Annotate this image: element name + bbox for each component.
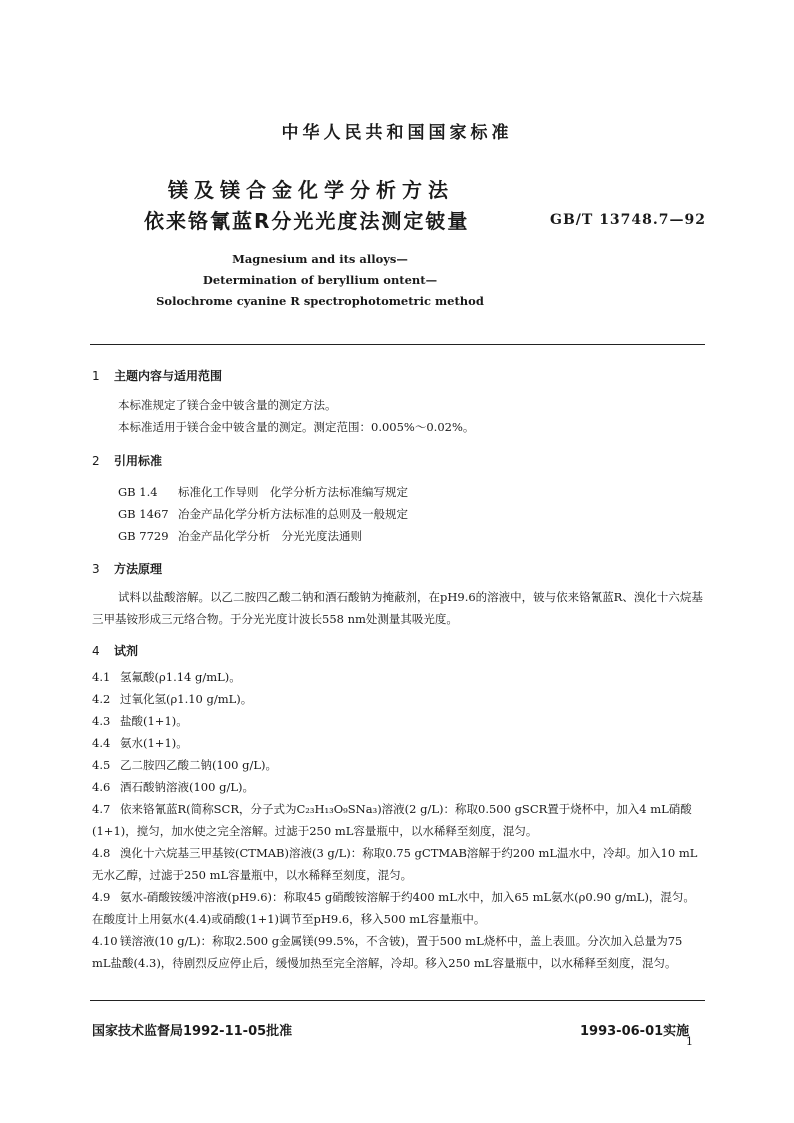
section-title: 引用标准 (114, 454, 163, 468)
english-title-line2: Determination of beryllium ontent— (202, 273, 438, 287)
reference-text: 标准化工作导则 化学分析方法标准编写规定 (178, 485, 408, 499)
standard-number: GB/T 13748.7—92 (550, 212, 706, 228)
english-title-line1: Magnesium and its alloys— (232, 252, 408, 266)
section-title: 方法原理 (114, 562, 163, 576)
reference-text: 冶金产品化学分析方法标准的总则及一般规定 (178, 507, 408, 521)
footer-divider (90, 1000, 705, 1001)
reagent-item (92, 710, 704, 732)
english-title-line3: Solochrome cyanine R spectrophotometric method (156, 294, 484, 308)
reagent-number: 4.1 (92, 670, 111, 684)
document-title-line1: 镁及镁合金化学分析方法 (168, 178, 454, 202)
section1-paragraph-1: 本标准规定了镁合金中铍含量的测定方法。 (118, 398, 337, 412)
reference-item (118, 484, 408, 500)
reference-code: GB 7729 (118, 529, 169, 543)
section-heading-3 (92, 560, 162, 577)
header-divider (90, 344, 705, 345)
reagent-number: 4.4 (92, 736, 111, 750)
section-number: 4 (92, 644, 100, 658)
section-number: 2 (92, 454, 100, 468)
reagent-number: 4.10 (92, 934, 118, 948)
reference-code: GB 1467 (118, 507, 169, 521)
reagent-number: 4.8 (92, 846, 111, 860)
section-title: 试剂 (114, 644, 139, 658)
reference-text: 冶金产品化学分析 分光光度法通则 (178, 529, 362, 543)
reagent-number: 4.3 (92, 714, 111, 728)
reagent-number: 4.2 (92, 692, 111, 706)
section1-paragraph-2: 本标准适用于镁合金中铍含量的测定。测定范围：0.005%～0.02%。 (118, 420, 475, 434)
reagent-item (92, 688, 704, 710)
section-heading-1 (92, 367, 222, 384)
reagent-text: 乙二胺四乙酸二钠(100 g/L)。 (120, 758, 277, 772)
reference-item (118, 528, 362, 544)
reference-code: GB 1.4 (118, 485, 158, 499)
reagent-item (92, 732, 704, 754)
reagent-text: 氢氟酸(ρ1.14 g/mL)。 (120, 670, 241, 684)
document-title-line2: 依来铬氰蓝R分光光度法测定铍量 (144, 209, 470, 233)
reagent-text: 溴化十六烷基三甲基铵(CTMAB)溶液(3 g/L)：称取0.75 gCTMAB溶解于约200 mL温水中，冷却。加入10 mL无水乙醇，过滤于250 mL容量瓶中，以水稀释至刻度，混匀。 (92, 846, 698, 882)
national-standard-heading: 中华人民共和国国家标准 (281, 123, 513, 143)
reagent-item (92, 776, 704, 798)
reagent-item (92, 798, 704, 842)
reagent-text: 依来铬氰蓝R(简称SCR，分子式为C₂₃H₁₃O₉SNa₃)溶液(2 g/L)：称取0.500 gSCR置于烧杯中，加入4 mL硝酸(1+1)，搅匀，加水使之完全溶解。过滤于250 mL容量瓶中，以水稀释至刻度，混匀。 (92, 802, 692, 838)
section-number: 1 (92, 369, 100, 383)
page-number: 1 (686, 1035, 693, 1048)
reagent-text: 氨水-硝酸铵缓冲溶液(pH9.6)：称取45 g硝酸铵溶解于约400 mL水中，加入65 mL氨水(ρ0.90 g/mL)，混匀。在酸度计上用氨水(4.4)或硝酸(1+1)调节至pH9.6，移入500 mL容量瓶中。 (92, 890, 695, 926)
reagent-number: 4.5 (92, 758, 111, 772)
reagent-item (92, 842, 704, 886)
reagent-text: 酒石酸钠溶液(100 g/L)。 (120, 780, 254, 794)
section-heading-4 (92, 642, 138, 659)
reagent-text: 镁溶液(10 g/L)：称取2.500 g金属镁(99.5%，不含铍)，置于500 mL烧杯中，盖上表皿。分次加入总量为75 mL盐酸(4.3)，待剧烈反应停止后，缓慢加热至完全溶解，冷却。移入250 mL容量瓶中，以水稀释至刻度，混匀。 (92, 934, 683, 970)
reagent-number: 4.6 (92, 780, 111, 794)
reagent-item (92, 886, 704, 930)
section-number: 3 (92, 562, 100, 576)
section-heading-2 (92, 452, 162, 469)
reagent-item (92, 666, 704, 688)
reagent-number: 4.7 (92, 802, 111, 816)
reagent-text: 过氧化氢(ρ1.10 g/mL)。 (120, 692, 253, 706)
approval-date: 国家技术监督局1992-11-05批准 (92, 1024, 293, 1039)
reference-item (118, 506, 408, 522)
reagent-item (92, 930, 704, 974)
reagent-item (92, 754, 704, 776)
section-title: 主题内容与适用范围 (114, 369, 223, 383)
section3-paragraph: 试料以盐酸溶解。以乙二胺四乙酸二钠和酒石酸钠为掩蔽剂，在pH9.6的溶液中，铍与依来铬氰蓝R、溴化十六烷基三甲基铵形成三元络合物。于分光光度计波长558 nm处测量其吸光度。 (92, 590, 703, 626)
reagent-number: 4.9 (92, 890, 111, 904)
reagent-text: 氨水(1+1)。 (120, 736, 188, 750)
reagent-text: 盐酸(1+1)。 (120, 714, 188, 728)
implementation-date: 1993-06-01实施 (580, 1024, 690, 1039)
